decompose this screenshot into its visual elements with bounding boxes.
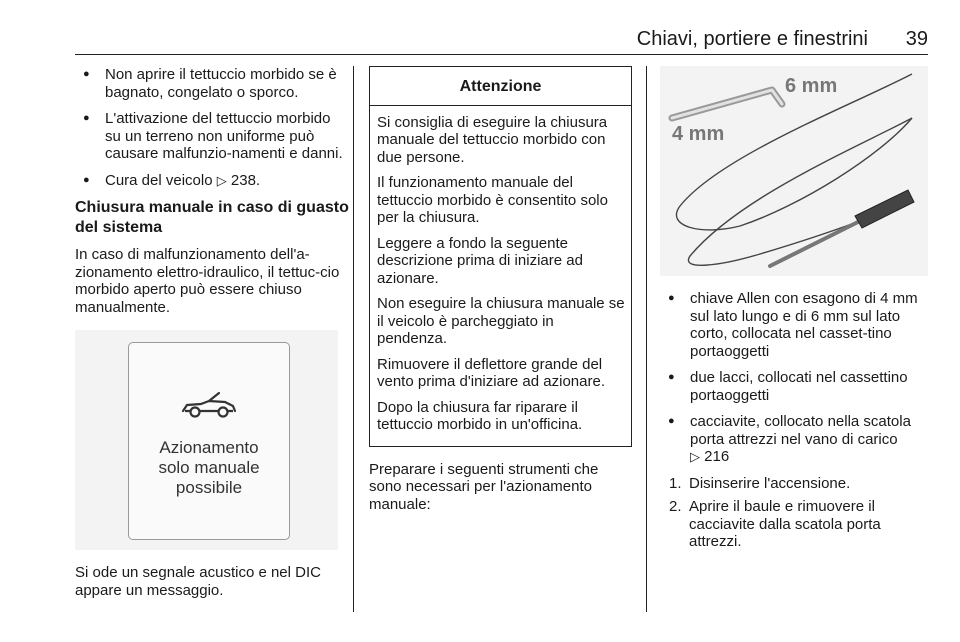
warning-paragraph: Leggere a fondo la seguente descrizione prima di iniziare ad azionare. — [377, 234, 583, 287]
header-title: Chiavi, portiere e finestrini — [636, 28, 868, 50]
page-ref-arrow-icon: ▷ — [216, 172, 227, 188]
step-item — [660, 475, 928, 493]
paragraph: Preparare i seguenti strumenti che sono necessari per l'azionamento manuale: — [369, 460, 599, 513]
warning-paragraph: Si consiglia di eseguire la chiusura manuale del tettuccio morbido con due persone. — [377, 113, 608, 166]
hex-key-size-small: 4 mm — [672, 123, 725, 145]
warning-paragraph: Il funzionamento manuale del tettuccio morbido è consentito solo per la chiusura. — [377, 174, 608, 226]
dic-message — [129, 438, 289, 498]
list-item: ● L'attivazione del tettuccio morbido su un terreno non uniforme può causare malfunzio-namenti e danni. — [75, 110, 350, 163]
column-right — [660, 66, 928, 557]
step-text: Aprire il baule e rimuovere il cacciavite dalla scatola porta attrezzi. — [689, 498, 881, 550]
warning-body — [370, 106, 631, 446]
page-number: 39 — [905, 28, 928, 50]
convertible-car-icon — [179, 387, 239, 421]
page-ref-arrow-icon: ▷ — [690, 449, 700, 464]
column-left — [75, 66, 350, 607]
list-item — [660, 413, 928, 466]
list-item: ● due lacci, collocati nel cassettino portaoggetti — [660, 369, 928, 404]
list-item — [75, 172, 350, 190]
dic-message-line: possibile — [175, 478, 243, 497]
warning-box — [369, 66, 632, 447]
page-header — [75, 22, 928, 55]
warning-paragraph: Rimuovere il deflettore grande del vento prima d'iniziare ad azionare. — [377, 355, 605, 390]
page-ref[interactable]: 238. — [230, 171, 261, 189]
dic-message-line: solo manuale — [158, 458, 260, 477]
section-heading: Chiusura manuale in caso di guasto del sistema — [75, 199, 349, 236]
step-number: 1. — [669, 474, 682, 492]
list-item: ● Non aprire il tettuccio morbido se è bagnato, congelato o sporco. — [75, 66, 350, 101]
column-middle — [369, 66, 632, 521]
list-item-text: cacciavite, collocato nella scatola porta attrezzi nel vano di carico — [690, 413, 911, 448]
image-caption: Si ode un segnale acustico e nel DIC appare un messaggio. — [75, 564, 321, 599]
step-item — [660, 498, 928, 551]
tools-image — [660, 66, 928, 276]
hex-key-size-large: 6 mm — [785, 75, 838, 97]
dic-message-line: Azionamento — [159, 438, 259, 457]
list-item: ● chiave Allen con esagono di 4 mm sul lato lungo e di 6 mm sul lato corto, collocata nel casset-tino portaoggetti — [660, 290, 928, 360]
warning-paragraph: Non eseguire la chiusura manuale se il veicolo è parcheggiato in pendenza. — [377, 295, 625, 347]
dic-display-image — [75, 330, 338, 550]
warning-title: Attenzione — [370, 67, 631, 106]
dic-display-screen — [128, 342, 290, 540]
step-text: Disinserire l'accensione. — [689, 474, 851, 492]
page-ref[interactable]: 216 — [704, 448, 730, 465]
tools-illustration — [660, 66, 928, 276]
column-divider — [353, 66, 354, 612]
paragraph: In caso di malfunzionamento dell'a-zionamento elettro-idraulico, il tettuc-cio morbido aperto può essere chiuso manualmente. — [75, 246, 340, 316]
step-number: 2. — [669, 498, 682, 515]
list-item-text: Cura del veicolo — [105, 171, 213, 189]
column-divider — [646, 66, 647, 612]
warning-paragraph: Dopo la chiusura far riparare il tettuccio morbido in un'officina. — [377, 398, 583, 433]
